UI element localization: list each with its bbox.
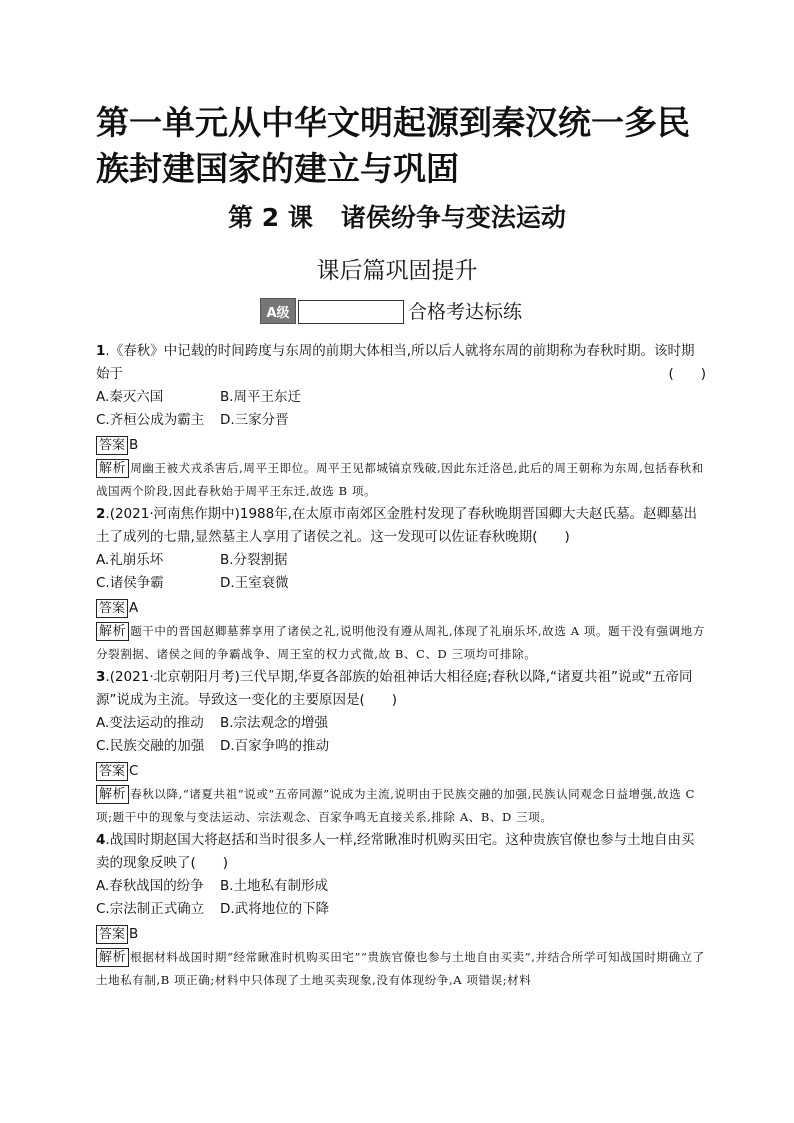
- analysis-tag: 解析: [96, 459, 129, 478]
- option: A.变法运动的推动: [96, 715, 204, 731]
- option: C.齐桓公成为霸主: [96, 412, 205, 428]
- level-text: 合格考达标练: [408, 301, 523, 323]
- level-header: [260, 296, 522, 324]
- lesson-number: 第 2 课: [228, 203, 313, 232]
- analysis-text: 解析 根据材料战国时期“经常瞅准时机购买田宅”“贵族官僚也参与土地自由买卖”,并结合所学可知战国时期确立了土地私有制,B 项正确;材料中只体现了土地买卖现象,没有体现纷争,A 项错误;材料: [96, 950, 705, 987]
- option: A.礼崩乐坏: [96, 552, 164, 568]
- option: C.诸侯争霸: [96, 575, 164, 591]
- option: D.三家分晋: [220, 412, 289, 428]
- answer-value: B: [129, 437, 139, 453]
- answer-tag: 答案: [96, 762, 128, 781]
- answer-line: [96, 760, 706, 783]
- question-block: [96, 666, 706, 829]
- answer-line: [96, 434, 706, 457]
- answer-blank: ( ): [668, 366, 706, 382]
- option: C.宗法制正式确立: [96, 901, 205, 917]
- analysis-tag: 解析: [96, 622, 129, 641]
- answer-value: C: [129, 763, 139, 779]
- question-stem: 1.《春秋》中记载的时间跨度与东周的前期大体相当,所以后人就将东周的前期称为春秋时期。该时期始于 ( ): [96, 340, 706, 386]
- level-badge: A级: [260, 298, 296, 324]
- option-list: [96, 712, 706, 758]
- answer-tag: 答案: [96, 599, 128, 618]
- analysis-tag: 解析: [96, 785, 129, 804]
- analysis-tag: 解析: [96, 948, 129, 967]
- option: A.春秋战国的纷争: [96, 878, 204, 894]
- question-list: [96, 340, 706, 992]
- option: B.周平王东迁: [220, 389, 302, 405]
- analysis-text: 解析 题干中的晋国赵卿墓葬享用了诸侯之礼,说明他没有遵从周礼,体现了礼崩乐坏,故选 A 项。题干没有强调地方分裂割据、诸侯之间的争霸战争、周王室的权力式微,故 B、C、D 三项均可排除。: [96, 624, 705, 661]
- lesson-name: 诸侯纷争与变法运动: [340, 203, 566, 232]
- option: D.百家争鸣的推动: [220, 738, 330, 754]
- question-block: [96, 503, 706, 666]
- option: A.秦灭六国: [96, 389, 164, 405]
- option-list: [96, 549, 706, 595]
- question-stem: 2.(2021·河南焦作期中)1988年,在太原市南郊区金胜村发现了春秋晚期晋国卿大夫赵氏墓。赵卿墓出土了成列的七鼎,显然墓主人享用了诸侯之礼。这一发现可以佐证春秋晚期( ): [96, 506, 698, 545]
- unit-title: 第一单元从中华文明起源到秦汉统一多民族封建国家的建立与巩固: [96, 103, 690, 188]
- answer-tag: 答案: [96, 925, 128, 944]
- answer-tag: 答案: [96, 436, 128, 455]
- option: D.王室衰微: [220, 575, 289, 591]
- answer-line: [96, 597, 706, 620]
- option: B.分裂割据: [220, 552, 288, 568]
- option-list: [96, 875, 706, 921]
- analysis-text: 解析 周幽王被犬戎杀害后,周平王即位。周平王见都城镐京残破,因此东迁洛邑,此后的周王朝称为东周,包括春秋和战国两个阶段,因此春秋始于周平王东迁,故选 B 项。: [96, 461, 704, 498]
- option-list: [96, 386, 706, 432]
- score-box: [298, 300, 404, 324]
- question-block: [96, 829, 706, 992]
- answer-value: B: [129, 926, 139, 942]
- answer-value: A: [129, 600, 139, 616]
- option: C.民族交融的加强: [96, 738, 205, 754]
- lesson-title: [0, 198, 794, 234]
- option: B.土地私有制形成: [220, 878, 329, 894]
- option: B.宗法观念的增强: [220, 715, 329, 731]
- analysis-text: 解析 春秋以降,“诸夏共祖”说或“五帝同源”说成为主流,说明由于民族交融的加强,民族认同观念日益增强,故选 C 项;题干中的现象与变法运动、宗法观念、百家争鸣无直接关系,排除 A、B、D 三项。: [96, 787, 695, 824]
- answer-line: [96, 923, 706, 946]
- question-stem: 3.(2021·北京朝阳月考)三代早期,华夏各部族的始祖神话大相径庭;春秋以降,“诸夏共祖”说或“五帝同源”说成为主流。导致这一变化的主要原因是( ): [96, 669, 693, 708]
- section-title: 课后篇巩固提升: [316, 258, 478, 284]
- option: D.武将地位的下降: [220, 901, 330, 917]
- question-stem: 4.战国时期赵国大将赵括和当时很多人一样,经常瞅准时机购买田宅。这种贵族官僚也参与土地自由买卖的现象反映了( ): [96, 832, 695, 871]
- question-block: [96, 340, 706, 503]
